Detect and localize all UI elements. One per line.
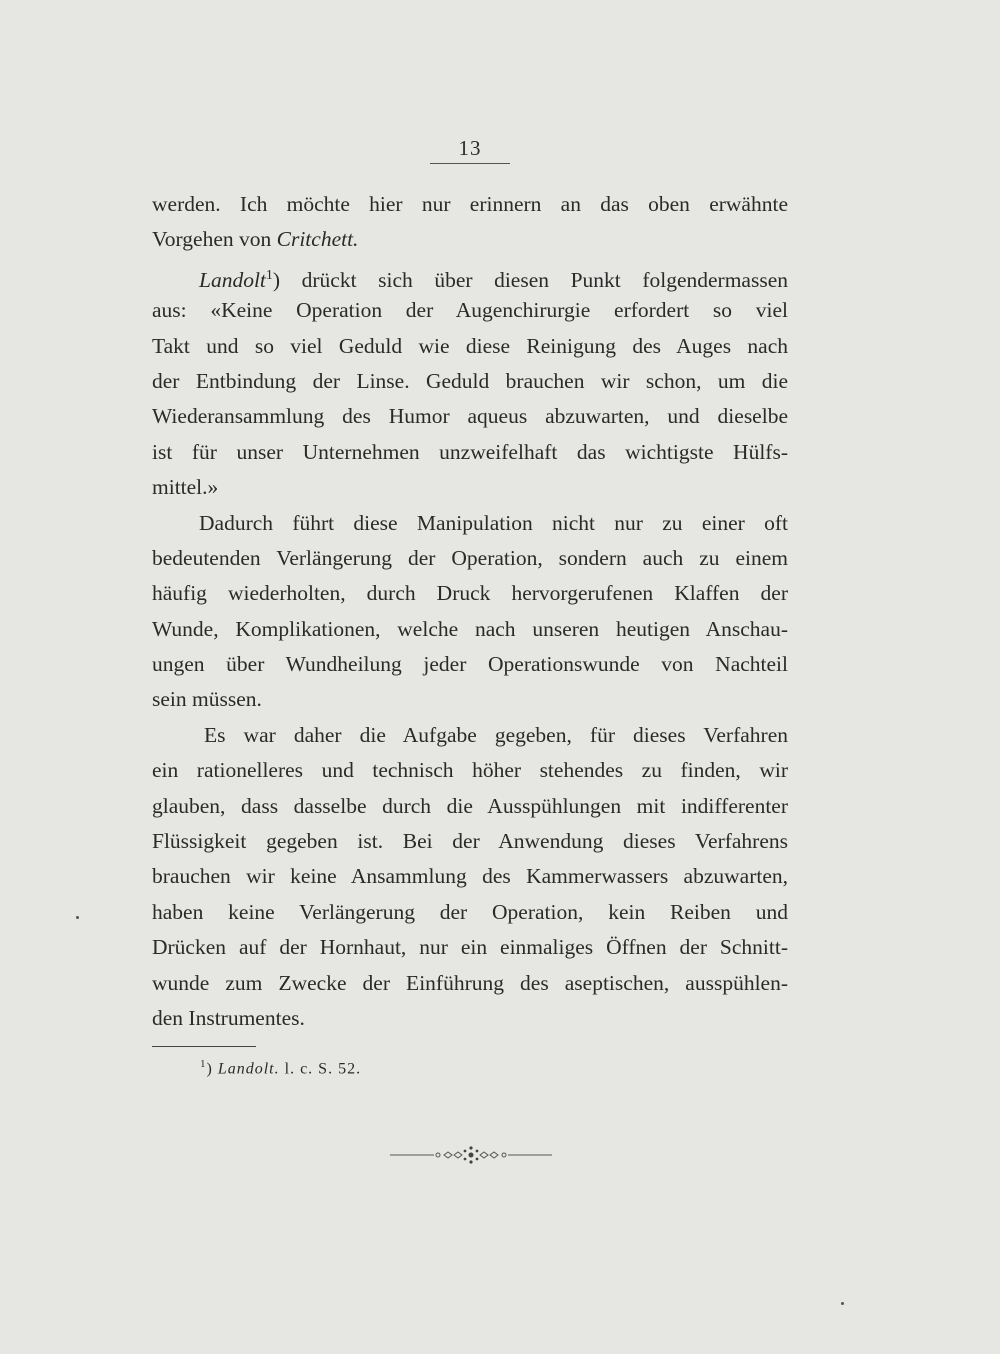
text-run: ) drückt sich über diesen Punkt folgendermassen	[272, 267, 788, 292]
text-line	[152, 753, 788, 788]
text-run: häufig wiederholten, durch Druck hervorgerufenen Klaffen der	[152, 581, 788, 606]
text-line	[152, 187, 788, 222]
text-run: Es war daher die Aufgabe gegeben, für dieses Verfahren	[204, 722, 788, 747]
text-line	[152, 399, 788, 434]
footnote-marker: 1	[200, 1058, 207, 1070]
text-line	[152, 293, 788, 328]
text-line	[152, 789, 788, 824]
text-line	[152, 329, 788, 364]
text-run: ist für unser Unternehmen unzweifelhaft das wichtigste Hülfs-	[152, 439, 788, 464]
text-line	[152, 258, 788, 293]
text-line	[152, 222, 788, 257]
text-line	[152, 612, 788, 647]
text-run: Wiederansammlung des Humor aqueus abzuwarten, und dieselbe	[152, 404, 788, 429]
text-run: glauben, dass dasselbe durch die Ausspühlungen mit indifferenter	[152, 793, 788, 818]
footnote-paren: )	[206, 1060, 213, 1078]
text-run: brauchen wir keine Ansammlung des Kammerwassers abzuwarten,	[152, 864, 788, 889]
paper-speck	[841, 1302, 844, 1305]
text-line	[152, 435, 788, 470]
footnote-ref-marker: 1	[265, 267, 273, 283]
text-run: Drücken auf der Hornhaut, nur ein einmaliges Öffnen der Schnitt-	[152, 935, 788, 960]
text-run: Flüssigkeit gegeben ist. Bei der Anwendung dieses Verfahrens	[152, 829, 788, 854]
text-run: Landolt	[199, 267, 266, 292]
text-line	[152, 576, 788, 611]
text-line	[152, 930, 788, 965]
footnote-reference: l. c. S. 52.	[284, 1060, 362, 1078]
text-line	[152, 364, 788, 399]
text-run: Takt und so viel Geduld wie diese Reinigung des Auges nach	[152, 333, 788, 358]
footnote-author: Landolt.	[217, 1060, 280, 1078]
text-run: werden. Ich möchte hier nur erinnern an das oben erwähnte	[152, 192, 788, 216]
text-run: den Instrumentes.	[152, 1005, 305, 1030]
text-line	[152, 859, 788, 894]
text-run: ein rationelleres und technisch höher stehendes zu finden, wir	[152, 758, 788, 783]
text-run: sein müssen.	[152, 687, 262, 712]
text-line	[152, 718, 788, 753]
text-line	[152, 1001, 788, 1036]
body-text	[152, 187, 788, 1036]
text-line	[152, 895, 788, 930]
text-run: bedeutenden Verlängerung der Operation, sondern auch zu einem	[152, 545, 788, 570]
text-line	[152, 682, 788, 717]
page-number-rule	[430, 163, 510, 164]
text-run: wunde zum Zwecke der Einführung des aseptischen, ausspühlen-	[152, 970, 788, 995]
text-line	[152, 824, 788, 859]
text-line	[152, 470, 788, 505]
text-run: Critchett.	[276, 227, 359, 252]
page-number: 13	[458, 136, 482, 160]
text-run: aus: «Keine Operation der Augenchirurgie erfordert so viel	[152, 298, 788, 323]
text-run: Dadurch führt diese Manipulation nicht nur zu einer oft	[199, 510, 788, 535]
text-run: ungen über Wundheilung jeder Operationswunde von Nachteil	[152, 652, 788, 677]
paper-speck	[76, 916, 79, 919]
footnote	[200, 1058, 361, 1078]
text-run: Wunde, Komplikationen, welche nach unseren heutigen Anschau-	[152, 616, 788, 641]
text-run: Vorgehen von	[152, 227, 277, 252]
text-line	[152, 506, 788, 541]
text-line	[152, 647, 788, 682]
footnote-separator	[152, 1046, 256, 1047]
text-line	[152, 966, 788, 1001]
text-run: der Entbindung der Linse. Geduld brauchen wir schon, um die	[152, 368, 788, 393]
text-line	[152, 541, 788, 576]
text-run: mittel.»	[152, 475, 219, 500]
ornament-tailpiece-icon	[390, 1143, 552, 1167]
text-run: haben keine Verlängerung der Operation, kein Reiben und	[152, 899, 788, 924]
